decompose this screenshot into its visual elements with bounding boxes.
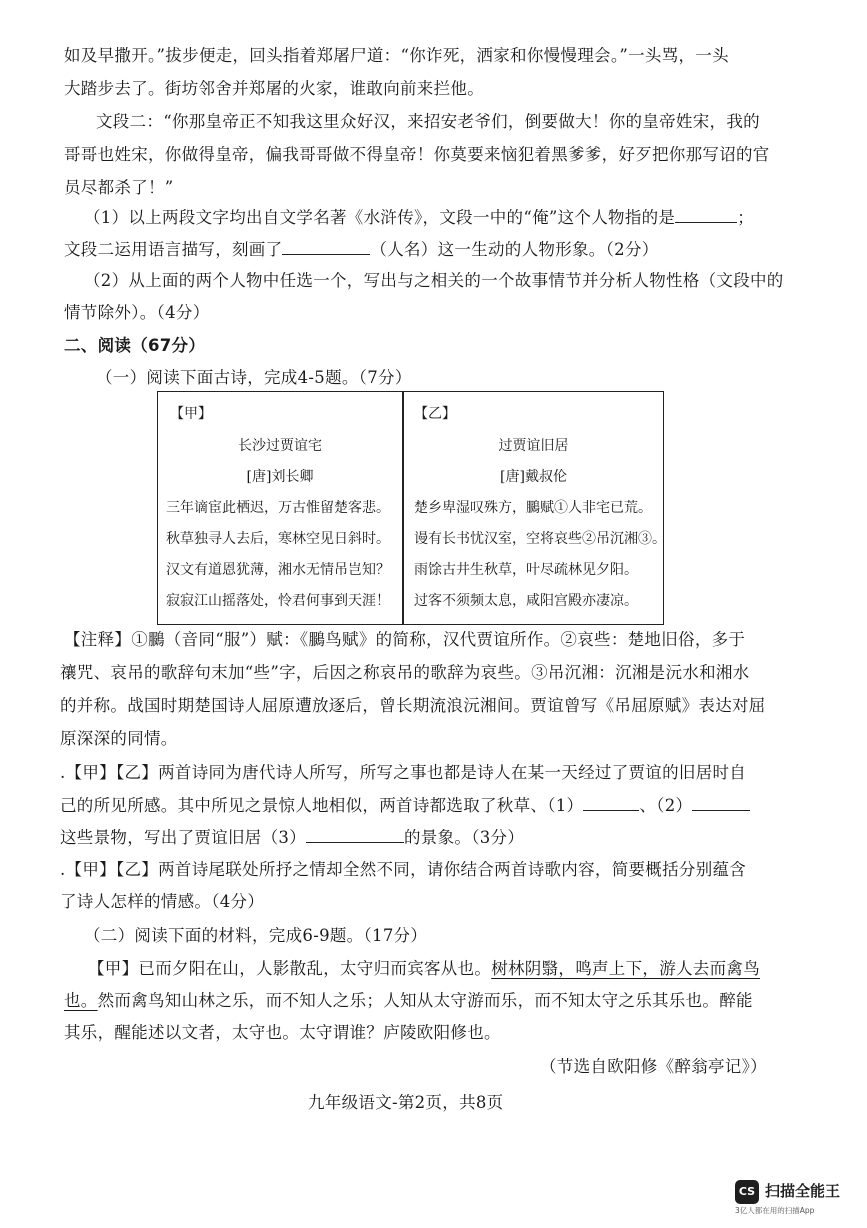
poem-jia-author: [唐]刘长卿 [246,469,314,485]
answer-blank-4-2[interactable] [692,794,750,811]
question-1-text: （1）以上两段文字均出自文学名著《水浒传》，文段一中的“俺”这个人物指的是 [84,208,676,227]
notes-line-2: 禳咒、哀吊的歌辞句末加“些”字，后因之称哀吊的歌辞为哀些。③吊沉湘：沉湘是沅水和湘水 [60,663,750,682]
poem-yi-line-3: 雨馀古井生秋草，叶尽疏林见夕阳。 [414,562,638,578]
section-2-title: 二、阅读（67分） [64,336,206,355]
poem-jia-tag: 【甲】 [170,406,212,422]
question-5-line-1: .【甲】【乙】两首诗尾联处所抒之情却全然不同，请你结合两首诗歌内容，简要概括分别蕴含 [60,860,747,879]
poem-yi-author: [唐]戴叔伦 [500,469,567,485]
question-2-line-1: （2）从上面的两个人物中任选一个，写出与之相关的一个故事情节并分析人物性格（文段中的 [84,271,784,290]
fragment-line-1: 如及早撒开。”拔步便走，回头指着郑屠尸道：“你诈死，洒家和你慢慢理会。”一头骂，一头 [64,46,729,65]
question-4-line-1: .【甲】【乙】两首诗同为唐代诗人所写，所写之事也都是诗人在某一天经过了贾谊的旧居时自 [60,763,747,782]
question-4-line-3 [60,826,524,850]
answer-blank-4-3[interactable] [306,826,404,843]
question-1-text-b: （人名）这一生动的人物形象。（2分） [370,240,659,259]
passage-source: （节选自欧阳修《醉翁亭记》） [540,1057,767,1076]
poem-yi-tag: 【乙】 [414,406,456,422]
passage-2-line-2: 哥哥也姓宋，你做得皇帝，偏我哥哥做不得皇帝！你莫要来恼犯着黑爹爹，好歹把你那写诏的官 [64,145,770,164]
question-1-semicolon: ； [737,208,755,227]
passage-jia-text-a: 【甲】已而夕阳在山，人影散乱，太守归而宾客从也。 [88,959,492,978]
fragment-line-2: 大踏步去了。街坊邻舍并郑屠的火家，谁敢向前来拦他。 [64,79,484,98]
scanner-watermark [735,1178,853,1216]
passage-jia-underlined-b: 也。 [64,991,98,1010]
question-5-line-2: 了诗人怎样的情感。（4分） [60,892,265,911]
part-2-title: （二）阅读下面的材料，完成6-9题。（17分） [84,926,428,945]
poem-jia-line-4: 寂寂江山摇落处，怜君何事到天涯！ [166,593,390,609]
notes-line-3: 的并称。战国时期楚国诗人屈原遭放逐后，曾长期流浪沅湘间。贾谊曾写《吊屈原赋》表达对屈 [60,696,766,715]
page-footer: 九年级语文-第2页，共8页 [308,1093,504,1112]
notes-line-4: 原深深的同情。 [60,729,178,748]
question-4-text-a: 己的所见所感。其中所见之景惊人地相似，两首诗都选取了秋草、（1） [60,796,584,815]
camscanner-logo-icon: CS [735,1180,759,1204]
passage-jia-underlined-a: 树林阴翳，鸣声上下，游人去而禽鸟 [491,959,761,978]
question-4-text-c: 这些景物，写出了贾谊旧居（3） [60,828,306,847]
poem-yi-line-2: 谩有长书忧汉室，空将哀些②吊沉湘③。 [414,531,666,547]
passage-2-line-3: 员尽都杀了！” [64,178,174,197]
answer-blank-4-1[interactable] [583,794,639,811]
passage-jia-text-b: 然而禽鸟知山林之乐，而不知人之乐；人知从太守游而乐，而不知太守之乐其乐也。醉能 [97,991,753,1010]
poem-jia-line-2: 秋草独寻人去后，寒林空见日斜时。 [166,531,390,547]
notes-line-1: 【注释】①鵩（音同“服”）赋：《鵩鸟赋》的简称，汉代贾谊所作。②哀些：楚地旧俗，多于 [64,630,746,649]
poem-jia-line-3: 汉文有道恩犹薄，湘水无情吊岂知？ [166,562,390,578]
passage-jia-line-1 [88,957,760,981]
camscanner-tagline: 3亿人都在用的扫描App [735,1206,815,1215]
question-4-text-b: 、（2） [639,796,693,815]
question-4-text-d: 的景象。（3分） [404,828,525,847]
poem-yi-line-4: 过客不须频太息，咸阳宫殿亦凄凉。 [414,593,638,609]
answer-blank-1[interactable] [675,206,737,223]
question-1-line-1 [84,206,754,230]
passage-jia-line-2 [64,989,753,1013]
poem-jia [158,392,402,624]
question-1-text-a: 文段二运用语言描写，刻画了 [64,240,283,259]
answer-blank-2[interactable] [282,238,370,255]
poem-yi-line-1: 楚乡卑湿叹殊方，鵩赋①人非宅已荒。 [414,500,652,516]
poem-jia-line-1: 三年谪宦此栖迟，万古惟留楚客悲。 [166,500,390,516]
poem-yi-title: 过贾谊旧居 [498,438,569,454]
question-2-line-2: 情节除外）。（4分） [64,303,210,322]
question-4-line-2 [60,794,750,818]
camscanner-name: 扫描全能王 [765,1182,841,1200]
poem-table [157,391,664,625]
poem-jia-title: 长沙过贾谊宅 [238,438,322,454]
part-1-title: （一）阅读下面古诗，完成4-5题。（7分） [96,368,412,387]
question-1-line-2 [64,238,659,262]
passage-jia-line-3: 其乐，醒能述以文者，太守也。太守谓谁？庐陵欧阳修也。 [64,1023,501,1042]
passage-2-line-1: 文段二：“你那皇帝正不知我这里众好汉，来招安老爷们，倒要做大！你的皇帝姓宋，我的 [96,112,760,131]
poem-yi [404,392,666,624]
